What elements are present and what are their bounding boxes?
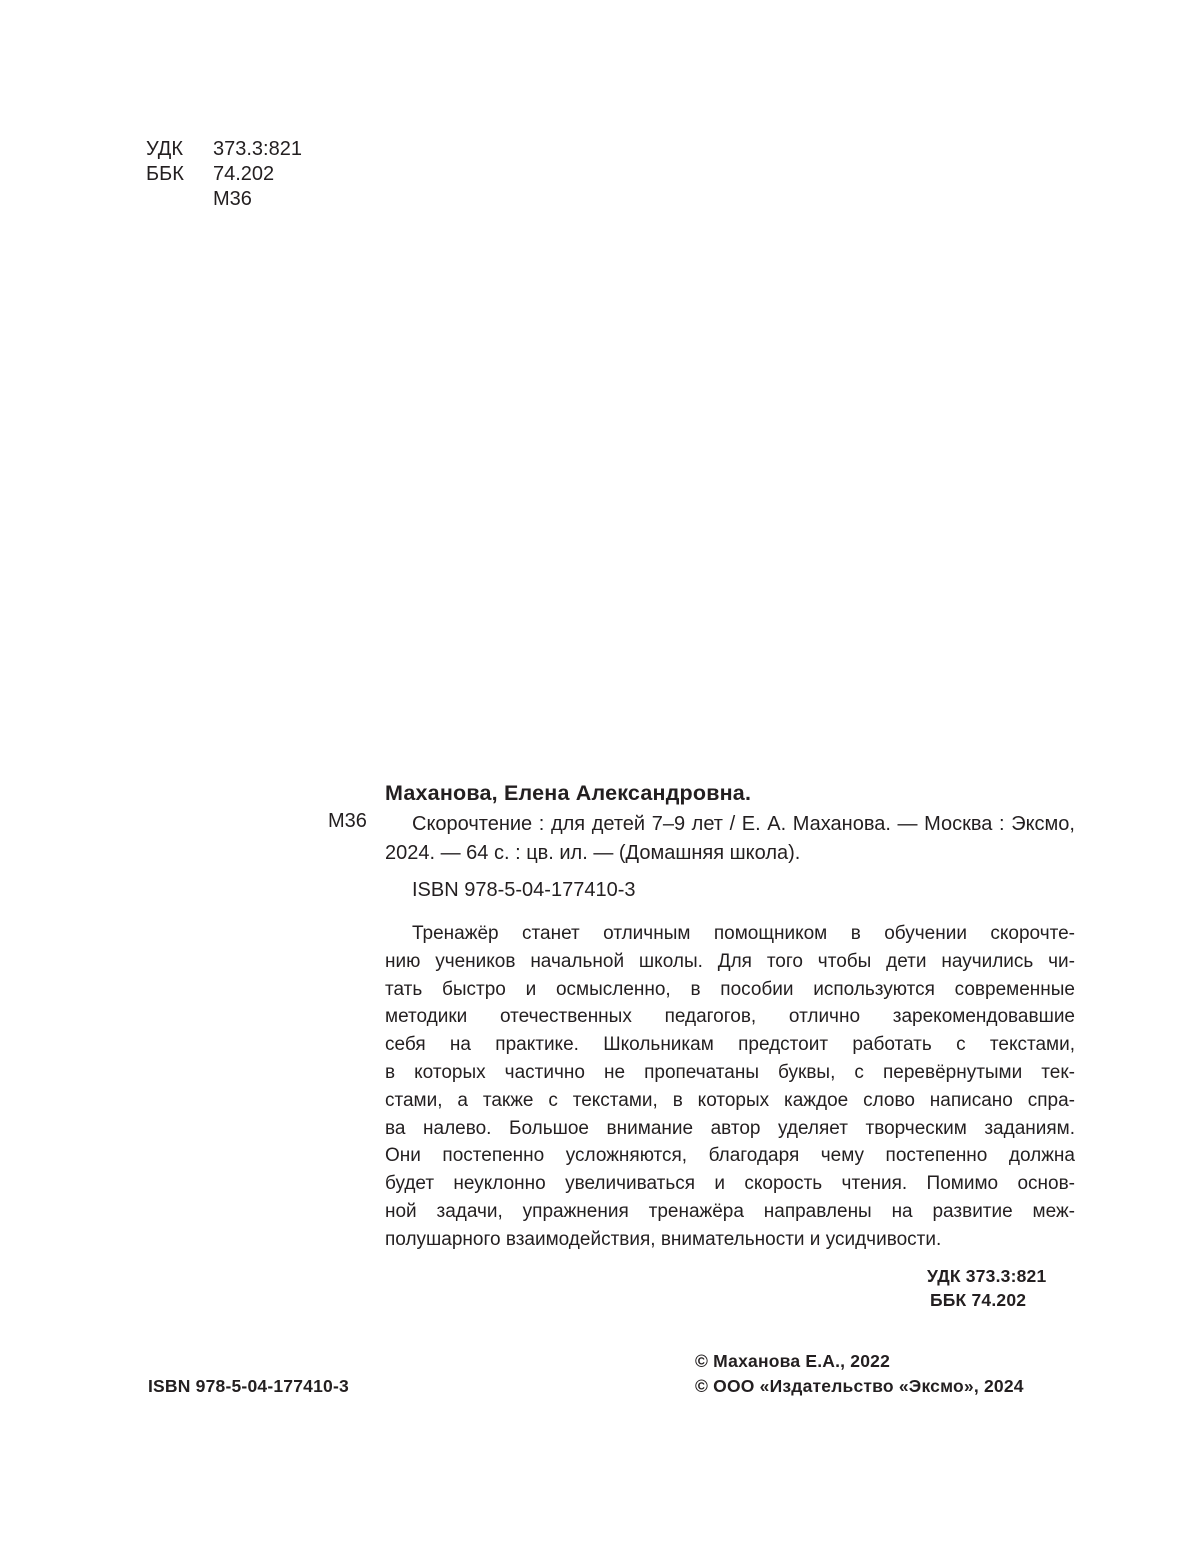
author-mark: М36 xyxy=(213,188,252,210)
annotation-line: ной задачи, упражнения тренажёра направлены на развитие меж- xyxy=(385,1200,1075,1222)
annotation-line: полушарного взаимодействия, внимательности и усидчивости. xyxy=(385,1228,942,1250)
annotation-line: методики отечественных педагогов, отлично зарекомендовавшие xyxy=(385,1006,1075,1028)
annotation-line: в которых частично не пропечатаны буквы, с перевёрнутыми тек- xyxy=(385,1061,1075,1083)
bibliographic-description: Скорочтение : для детей 7–9 лет / Е. А. Маханова. — Москва : Эксмо, 2024. — 64 с. : цв. ил. — (Домашняя школа). xyxy=(385,813,1075,864)
copyright-publisher: © ООО «Издательство «Эксмо», 2024 xyxy=(695,1376,1024,1396)
udk-footer: УДК 373.3:821 xyxy=(927,1266,1047,1286)
annotation-line: ва налево. Большое внимание автор уделяет творческим заданиям. xyxy=(385,1117,1075,1139)
udk-value: 373.3:821 xyxy=(213,138,302,160)
annotation-line: будет неуклонно увеличиваться и скорость чтения. Помимо основ- xyxy=(385,1173,1075,1195)
annotation-line: Они постепенно усложняются, благодаря чему постепенно должна xyxy=(385,1145,1075,1167)
annotation-line: тать быстро и осмысленно, в пособии используются современные xyxy=(385,978,1075,1000)
bbk-label: ББК xyxy=(146,163,184,185)
author-heading: Маханова, Елена Александровна. xyxy=(385,781,752,805)
imprint-isbn: ISBN 978-5-04-177410-3 xyxy=(148,1376,349,1396)
annotation-line: Тренажёр станет отличным помощником в обучении скорочте- xyxy=(412,923,1075,944)
annotation xyxy=(385,920,1075,1254)
annotation-line: стами, а также с текстами, в которых каждое слово написано спра- xyxy=(385,1089,1075,1111)
copyright-author: © Маханова Е.А., 2022 xyxy=(695,1351,891,1371)
catalog-isbn: ISBN 978-5-04-177410-3 xyxy=(412,879,636,901)
annotation-line: нию учеников начальной школы. Для того чтобы дети научились чи- xyxy=(385,950,1075,972)
catalog-author-mark: М36 xyxy=(328,810,367,832)
annotation-line: себя на практике. Школьникам предстоит работать с текстами, xyxy=(385,1034,1075,1056)
bbk-footer: ББК 74.202 xyxy=(930,1290,1027,1310)
bbk-value: 74.202 xyxy=(213,163,275,185)
udk-label: УДК xyxy=(146,138,184,160)
